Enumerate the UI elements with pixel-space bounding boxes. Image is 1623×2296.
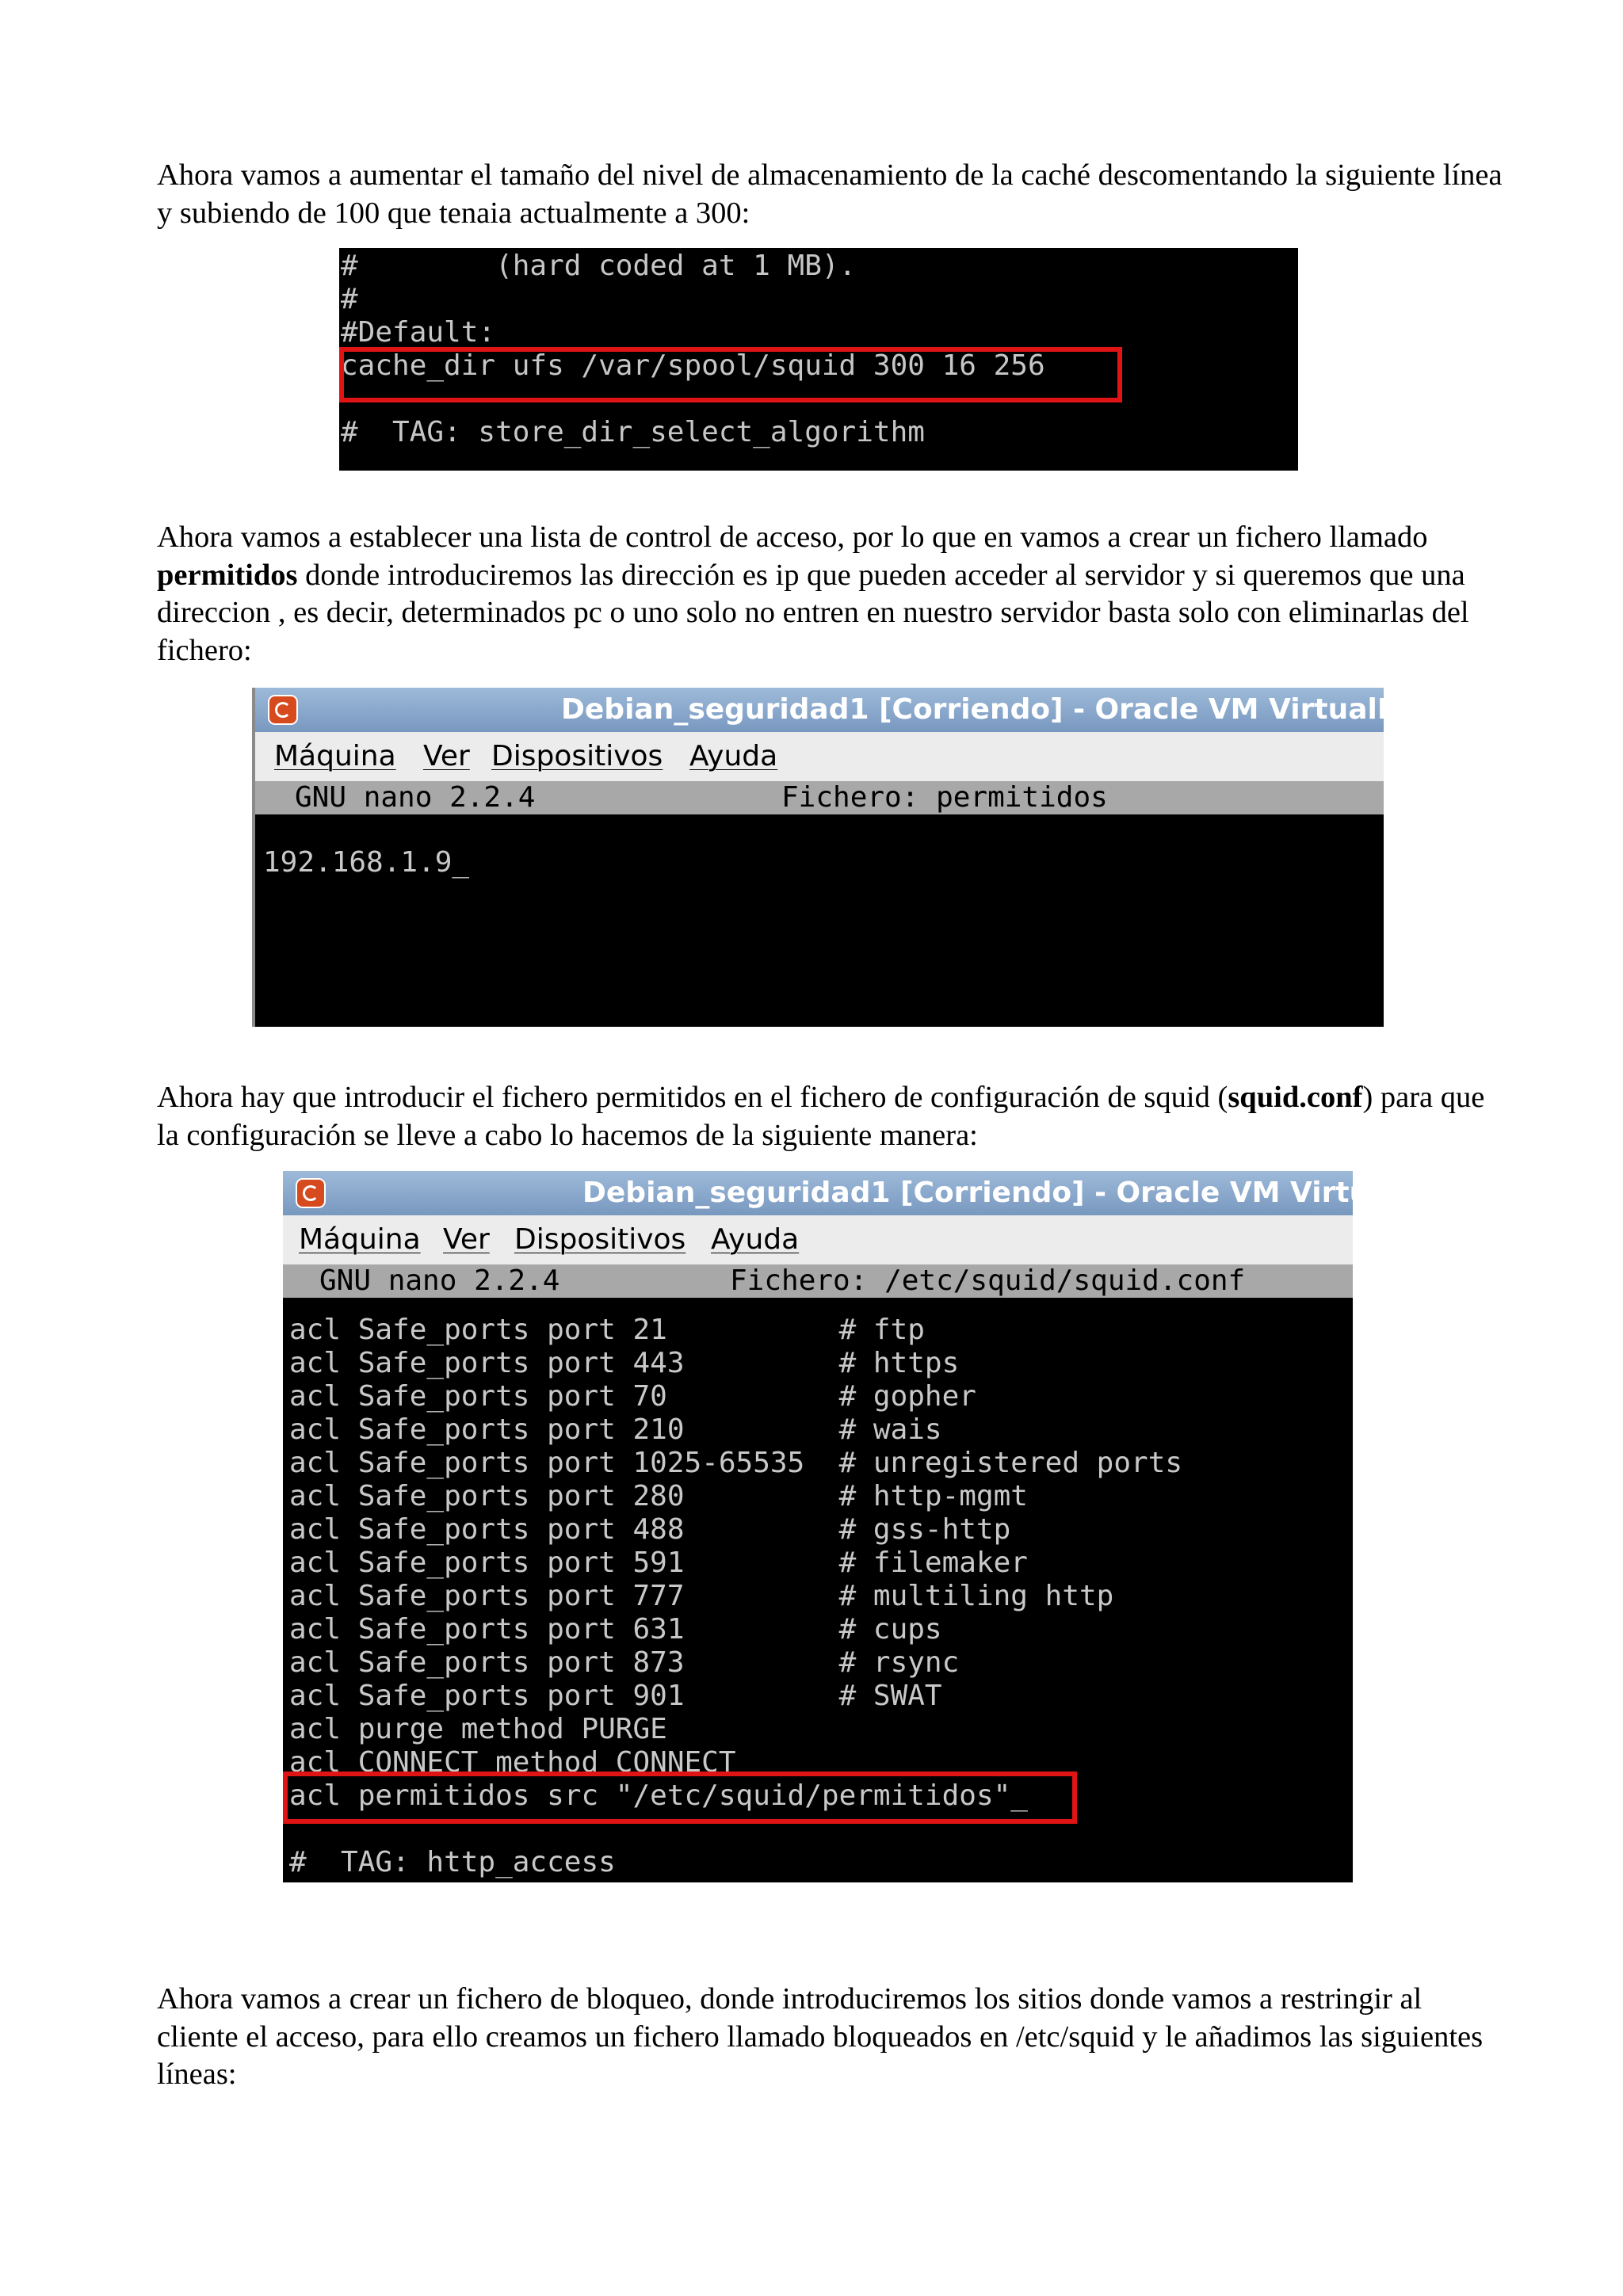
config-line: acl Safe_ports port 1025-65535 # unregistered ports: [289, 1447, 1183, 1479]
config-line: acl CONNECT method CONNECT: [289, 1746, 736, 1779]
config-line: acl Safe_ports port 901 # SWAT: [289, 1680, 942, 1712]
bold-term-permitidos: permitidos: [157, 558, 298, 592]
menu-maquina[interactable]: Máquina: [274, 740, 396, 772]
highlight-box: [339, 347, 1122, 402]
config-line: acl Safe_ports port 488 # gss-http: [289, 1513, 1011, 1546]
menu-ver[interactable]: Ver: [423, 740, 470, 772]
paragraph-cache-size: Ahora vamos a aumentar el tamaño del nivel de almacenamiento de la caché descomentando la siguiente línea y subiendo de 100 que tenaia actualmente a 300:: [157, 158, 1503, 230]
config-line: acl Safe_ports port 70 # gopher: [289, 1380, 976, 1413]
config-line: acl Safe_ports port 210 # wais: [289, 1413, 942, 1446]
config-line: acl Safe_ports port 591 # filemaker: [289, 1547, 1028, 1579]
paragraph-acl-list: [157, 519, 1504, 669]
terminal-area[interactable]: [255, 814, 1384, 1027]
config-line: # TAG: http_access: [289, 1846, 616, 1878]
menu-dispositivos[interactable]: Dispositivos: [514, 1223, 686, 1256]
window-title: Debian_seguridad1 [Corriendo] - Oracle VM VirtualBox: [582, 1177, 1459, 1209]
virtualbox-app-icon: [268, 695, 298, 725]
paragraph-squid-conf: [157, 1079, 1504, 1154]
paragraph-bloqueo: Ahora vamos a crear un fichero de bloqueo, donde introduciremos los sitios donde vamos a restringir al cliente el acceso, para ello creamos un fichero llamado bloqueados en /etc/squid y le añadimos las siguientes líneas:: [157, 1982, 1484, 2091]
window-title: Debian_seguridad1 [Corriendo] - Oracle VM VirtualBox: [561, 693, 1438, 726]
nano-status-bar: [255, 781, 1384, 814]
config-line: acl Safe_ports port 873 # rsync: [289, 1646, 960, 1679]
nano-filename: Fichero: /etc/squid/squid.conf: [730, 1264, 1246, 1297]
config-line-cache-dir: cache_dir ufs /var/spool/squid 300 16 256: [341, 349, 1045, 382]
virtualbox-window-permitidos: [252, 688, 1438, 1027]
nano-status-bar: [283, 1264, 1353, 1298]
paragraph-text: Ahora hay que introducir el fichero permitidos en el fichero de configuración de squid (: [157, 1081, 1228, 1114]
file-content-ip: 192.168.1.9_: [263, 846, 470, 879]
window-titlebar: [283, 1171, 1459, 1215]
virtualbox-app-icon: [296, 1178, 326, 1208]
menu-ayuda[interactable]: Ayuda: [711, 1223, 800, 1256]
menu-maquina[interactable]: Máquina: [299, 1223, 421, 1256]
screenshot-cache-dir: [339, 248, 1298, 471]
config-line: acl Safe_ports port 777 # multiling http: [289, 1580, 1114, 1612]
menu-ayuda[interactable]: Ayuda: [689, 740, 778, 772]
config-line-permitidos: acl permitidos src "/etc/squid/permitidos"_: [289, 1779, 1028, 1812]
config-line: #: [341, 283, 358, 315]
menu-bar: [255, 732, 1384, 781]
config-line: acl Safe_ports port 280 # http-mgmt: [289, 1480, 1028, 1512]
paragraph-text: ) para que la configuración se lleve a cabo lo hacemos de la siguiente manera:: [157, 1081, 1485, 1152]
paragraph-text: donde introduciremos las dirección es ip que pueden acceder al servidor y si queremos que una direccion , es decir, determinados pc o uno solo no entren en nuestro servidor basta solo con eliminarlas del fichero:: [157, 558, 1469, 667]
paragraph-text: Ahora vamos a establecer una lista de control de acceso, por lo que en vamos a crear un fichero llamado: [157, 521, 1428, 554]
config-line: acl Safe_ports port 21 # ftp: [289, 1314, 925, 1346]
config-line: acl Safe_ports port 631 # cups: [289, 1613, 942, 1646]
terminal-area[interactable]: [283, 1298, 1353, 1882]
menu-bar: [283, 1215, 1353, 1264]
bold-term-squid-conf: squid.conf: [1228, 1081, 1363, 1114]
config-line: # TAG: store_dir_select_algorithm: [341, 416, 925, 448]
menu-ver[interactable]: Ver: [443, 1223, 490, 1256]
nano-filename: Fichero: permitidos: [781, 781, 1108, 814]
config-line: acl Safe_ports port 443 # https: [289, 1347, 960, 1379]
highlight-box: [283, 1772, 1077, 1824]
menu-dispositivos[interactable]: Dispositivos: [491, 740, 663, 772]
virtualbox-window-squid-conf: [283, 1171, 1459, 1882]
config-line: # (hard coded at 1 MB).: [341, 250, 857, 282]
config-line: #Default:: [341, 316, 496, 349]
config-line: acl purge method PURGE: [289, 1713, 667, 1745]
nano-version: GNU nano 2.2.4: [319, 1264, 560, 1297]
nano-version: GNU nano 2.2.4: [295, 781, 536, 814]
window-titlebar: [255, 688, 1438, 732]
